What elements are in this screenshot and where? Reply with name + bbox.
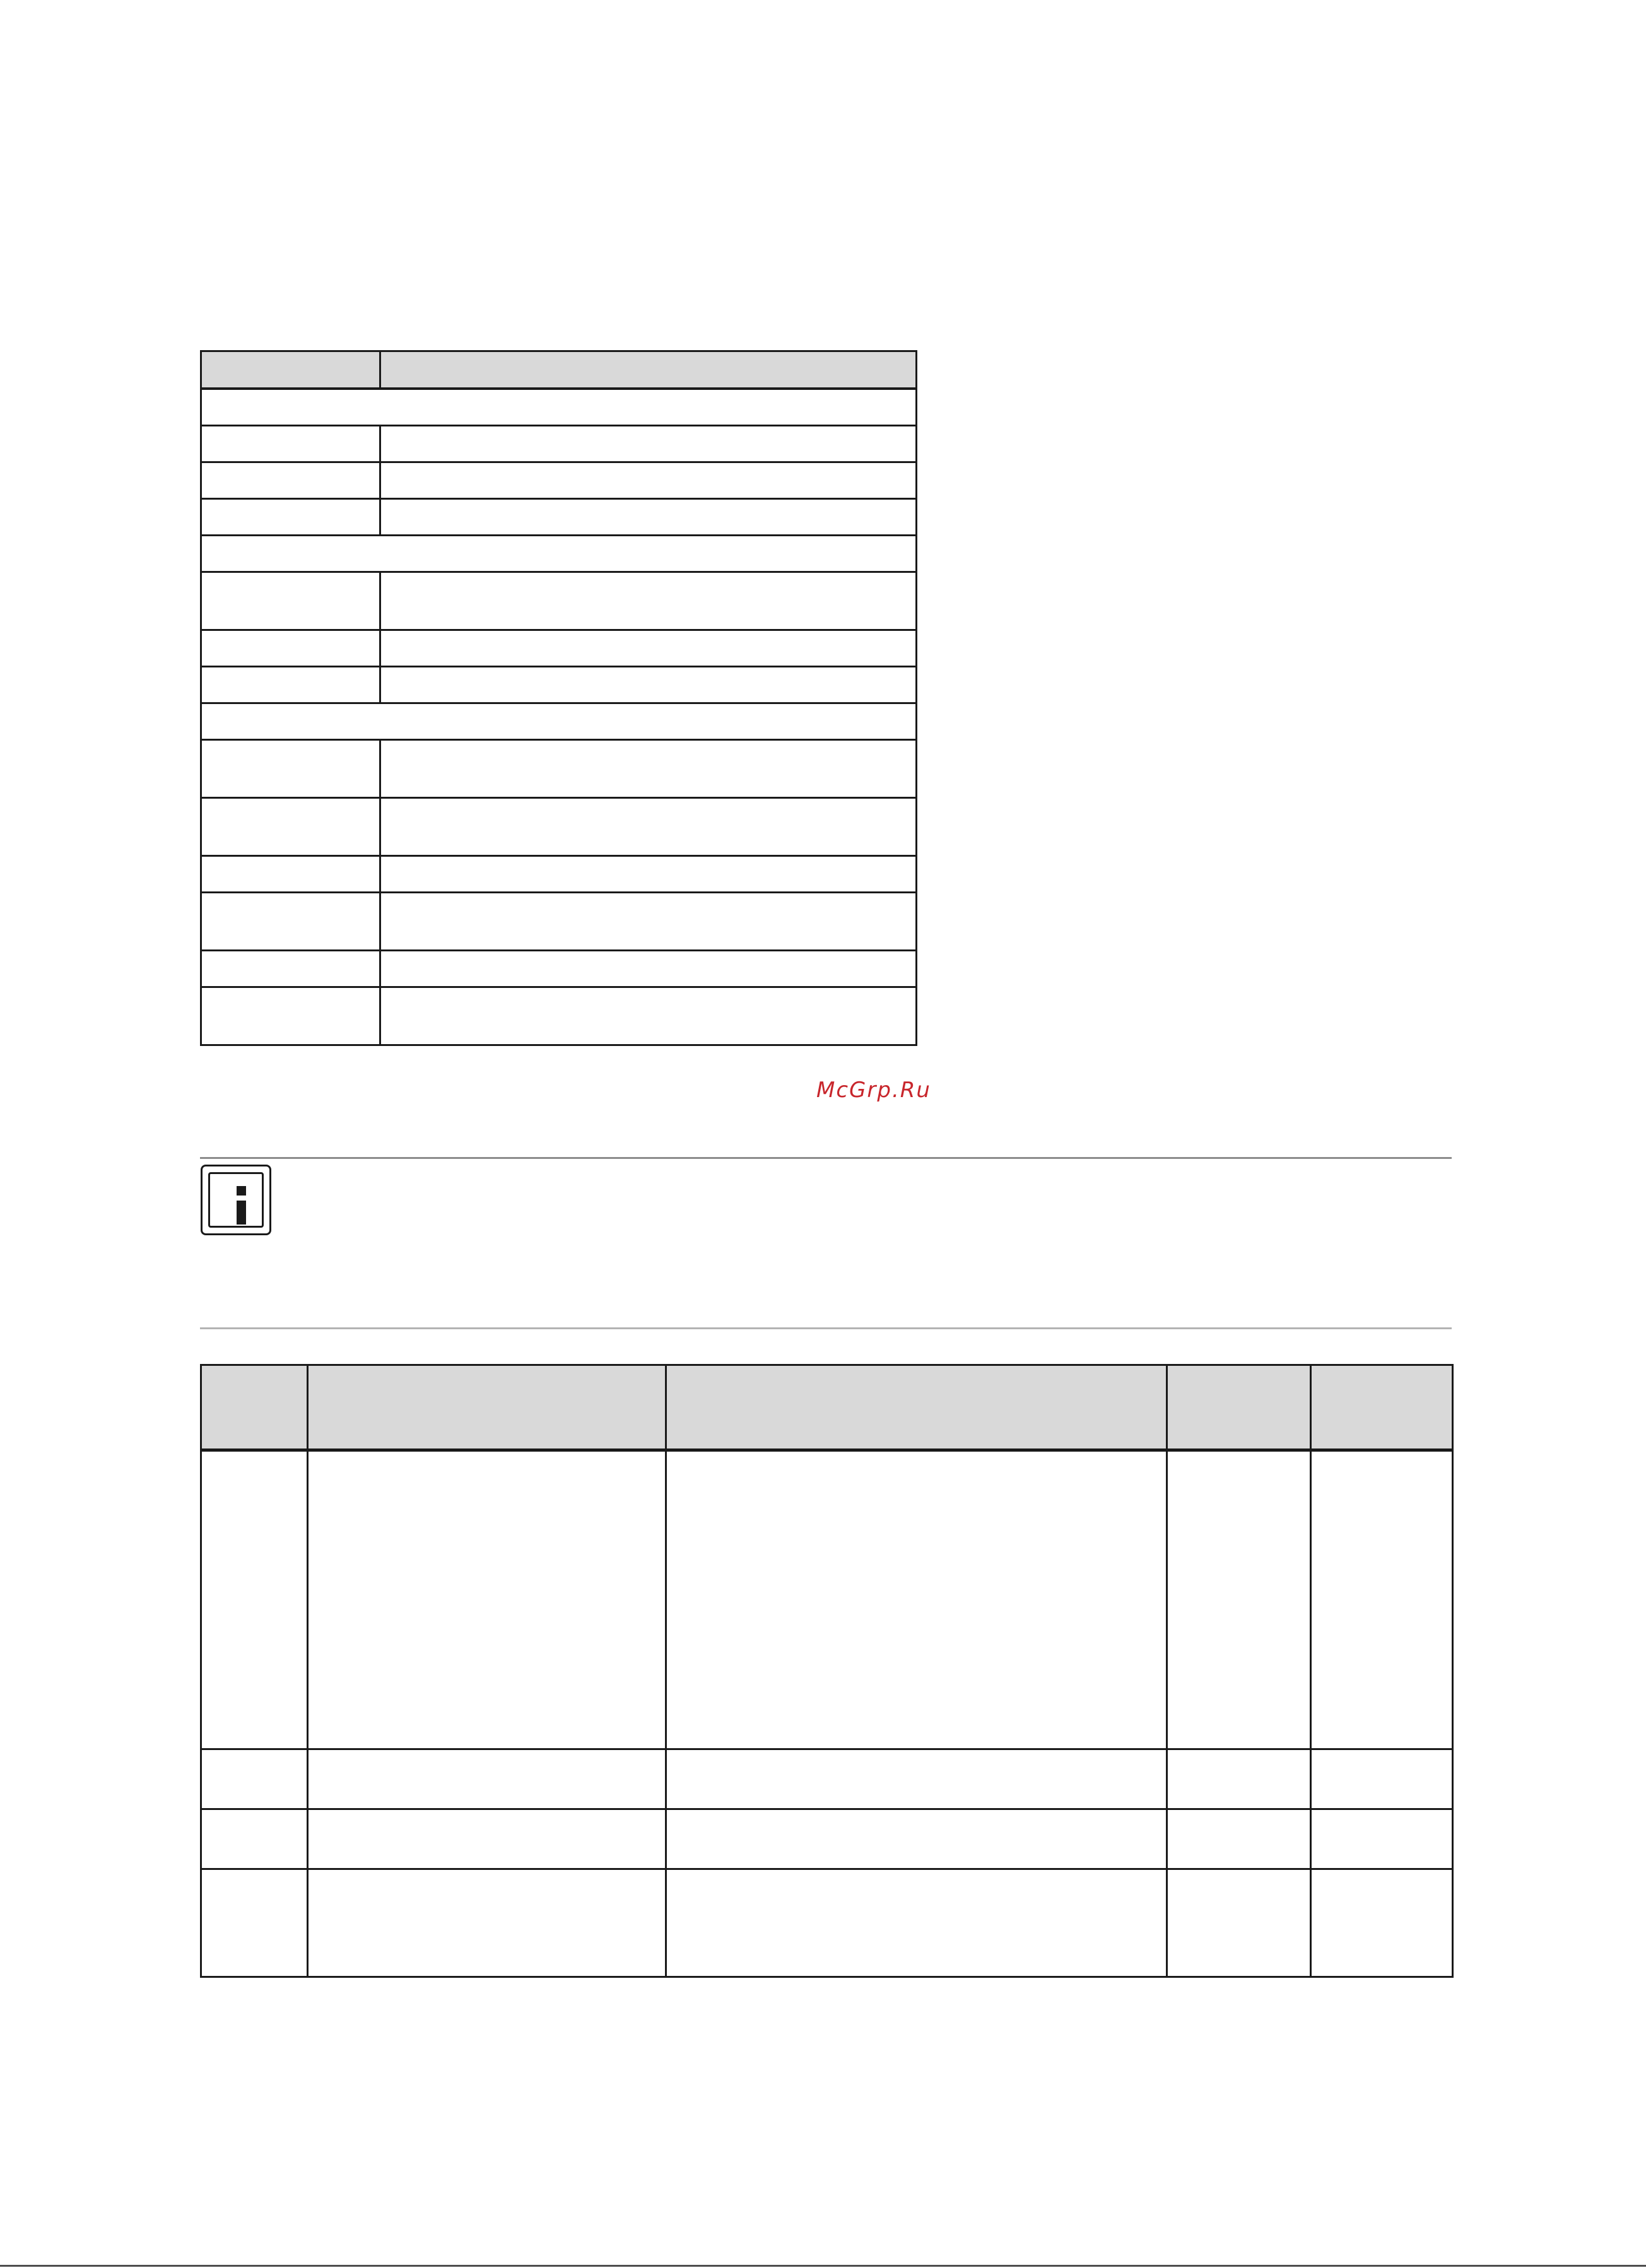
table-cell [1167,1450,1311,1749]
table-cell [666,1450,1167,1749]
table-cell [1311,1869,1453,1977]
table-group-row [201,389,917,426]
table-cell [666,1809,1167,1869]
table-cell [1311,1749,1453,1809]
table-cell [1311,1809,1453,1869]
table-cell [380,798,917,856]
table-cell [666,1749,1167,1809]
table-cell [201,987,380,1045]
table-cell [666,1869,1167,1977]
table-cell [380,426,917,462]
table-cell [380,572,917,630]
table-cell [201,1450,308,1749]
table-cell [380,856,917,893]
table-cell [201,667,380,703]
header-cell [1167,1365,1311,1450]
table-cell [1311,1450,1453,1749]
table-row [201,951,917,987]
info-icon-dot [237,1186,246,1196]
table-cell [201,499,380,536]
table-row [201,1450,1453,1749]
table-row [201,667,917,703]
note-bottom-rule [200,1327,1452,1329]
table-cell [308,1450,666,1749]
table-cell [201,462,380,499]
table-row [201,856,917,893]
table-cell [380,893,917,951]
table-cell [308,1749,666,1809]
table-cell [380,740,917,798]
table-cell [380,987,917,1045]
info-icon-inner-frame [208,1172,264,1228]
table-row [201,630,917,667]
table-cell [201,798,380,856]
table-cell [380,462,917,499]
header-cell [201,351,380,389]
table-row [201,462,917,499]
table-header-row [201,351,917,389]
page-bottom-rule [0,2265,1646,2267]
table-row [201,572,917,630]
header-cell [380,351,917,389]
table-row [201,1809,1453,1869]
table-row [201,798,917,856]
table-header-row [201,1365,1453,1450]
info-icon-stem [237,1201,246,1225]
table-cell [1167,1749,1311,1809]
header-cell [1311,1365,1453,1450]
table-row [201,1869,1453,1977]
info-icon [201,1165,271,1235]
header-cell [308,1365,666,1450]
table-row [201,1749,1453,1809]
table-cell [201,1749,308,1809]
table-row [201,987,917,1045]
table-cell [201,426,380,462]
table-cell [380,499,917,536]
table-cell [201,856,380,893]
header-cell [666,1365,1167,1450]
table-cell [201,893,380,951]
table-cell [201,630,380,667]
table-cell [308,1809,666,1869]
table-row [201,499,917,536]
table-cell [380,630,917,667]
table-row [201,893,917,951]
table-group-row [201,536,917,572]
table-cell [1167,1869,1311,1977]
table-row [201,426,917,462]
table-cell [380,951,917,987]
parameter-table-upper [200,350,917,1046]
group-label [201,536,917,572]
watermark-text: McGrp.Ru [816,1078,931,1103]
table-group-row [201,703,917,740]
group-label [201,389,917,426]
table-cell [201,572,380,630]
parameter-table-lower [200,1364,1454,1978]
group-label [201,703,917,740]
table-cell [1167,1809,1311,1869]
table-cell [201,951,380,987]
note-top-rule [200,1157,1452,1159]
table-cell [201,740,380,798]
table-row [201,740,917,798]
header-cell [201,1365,308,1450]
table-cell [201,1809,308,1869]
table-cell [201,1869,308,1977]
table-cell [308,1869,666,1977]
table-cell [380,667,917,703]
